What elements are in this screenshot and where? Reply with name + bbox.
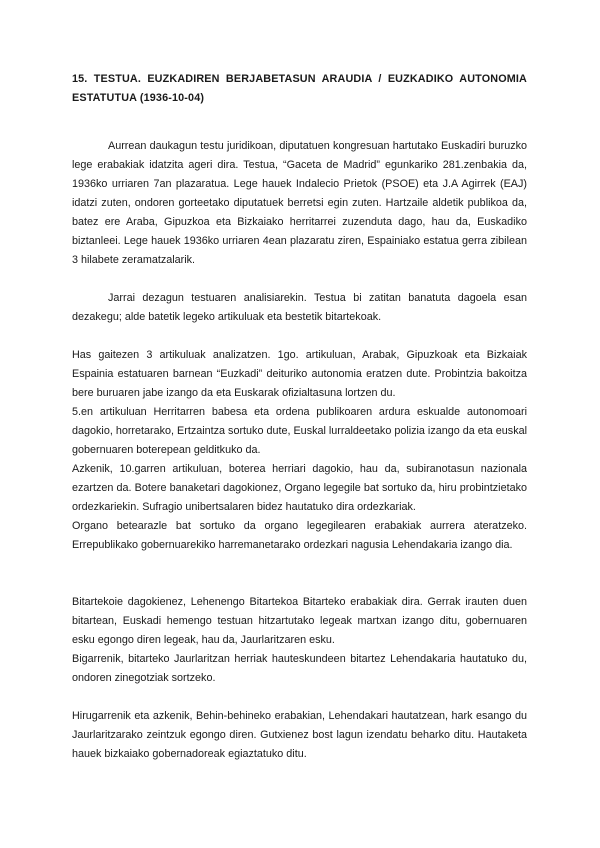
paragraph-introduction: Aurrean daukagun testu juridikoan, diputatuen kongresuan hartutako Euskadiri buruzko lege erabakiak idatzita ageri dira. Testua, “Gaceta de Madrid” egunkariko 281.zenbakia da, 1936ko urriaren 7an plazaratua. Lege hauek Indalecio Prietok (PSOE) eta J.A Agirrek (EAJ) idatzi zuten, ondoren gorteetako diputatuek berretsi egin zuten. Hartzaile aldetik publikoa da, batez ere Araba, Gipuzkoa eta Bizkaiako herritarrei zuzenduta dago, hau da, Euskadiko biztanleei. Lege hauek 1936ko urriaren 4ean plazaratu ziren, Espainiako estatua gerra zibilean 3 hilabete zeramatzalarik. — [72, 140, 527, 266]
paragraph-transitional-1: Bitartekoie dagokienez, Lehenengo Bitartekoa Bitarteko erabakiak dira. Gerrak irauten duen bitartean, Euskadi hemengo testuan hitzartutako legeak martxan izango ditu, gobernuaren esku egongo diren legeak, hau da, Jaurlaritzaren esku. — [72, 596, 527, 646]
paragraph-article-5: 5.en artikuluan Herritarren babesa eta ordena publikoaren ardura eskualde autonomoari dagokio, horretarako, Ertzaintza sortuko dute, Euskal lurraldeetako polizia izango da eta euskal gobernuaren boterepean gelditkuko da. — [72, 406, 527, 456]
paragraph-article-10: Azkenik, 10.garren artikuluan, boterea herriari dagokio, hau da, subiranotasun nazionala ezartzen da. Botere banaketari dagokionez, Organo legegile bat sortuko da, hiru probintzietako ordezkariekin. Sufragio unibertsalaren bidez hautatuko dira ordezkariak. — [72, 463, 527, 513]
paragraph-transitional-2: Bigarrenik, bitarteko Jaurlaritzan herriak hauteskundeen bitartez Lehendakaria hautatuko du, ondoren zinegotziak sortzeko. — [72, 653, 527, 684]
document-title: 15. TESTUA. EUZKADIREN BERJABETASUN ARAUDIA / EUZKADIKO AUTONOMIA ESTATUTUA (1936-10-04) — [72, 73, 527, 104]
document-body — [72, 70, 527, 764]
paragraph-article-1: Has gaitezen 3 artikuluak analizatzen. 1go. artikuluan, Arabak, Gipuzkoak eta Bizkaiak Espainia estatuaren barnean “Euzkadi” deituriko autonomia eratzen dute. Probintzia bakoitza bere buruaren jabe izango da eta Euskarak ofizialtasuna lortzen du. — [72, 349, 527, 399]
paragraph-analysis-intro: Jarrai dezagun testuaren analisiarekin. Testua bi zatitan banatuta dagoela esan dezakegu; alde batetik legeko artikuluak eta bestetik bitartekoak. — [72, 292, 527, 323]
paragraph-transitional-3: Hirugarrenik eta azkenik, Behin-behineko erabakian, Lehendakari hautatzean, hark esango du Jaurlaritzarako zeintzuk egongo diren. Gutxienez bost lagun izendatu beharko ditu. Hautaketa hauek bizkaiako gobernadoreak egiaztatuko ditu. — [72, 710, 527, 760]
paragraph-executive-organ: Organo betearazle bat sortuko da organo legegilearen erabakiak aurrera ateratzeko. Errepublikako gobernuarekiko harremanetarako ordezkari nagusia Lehendakaria izango dia. — [72, 520, 527, 551]
